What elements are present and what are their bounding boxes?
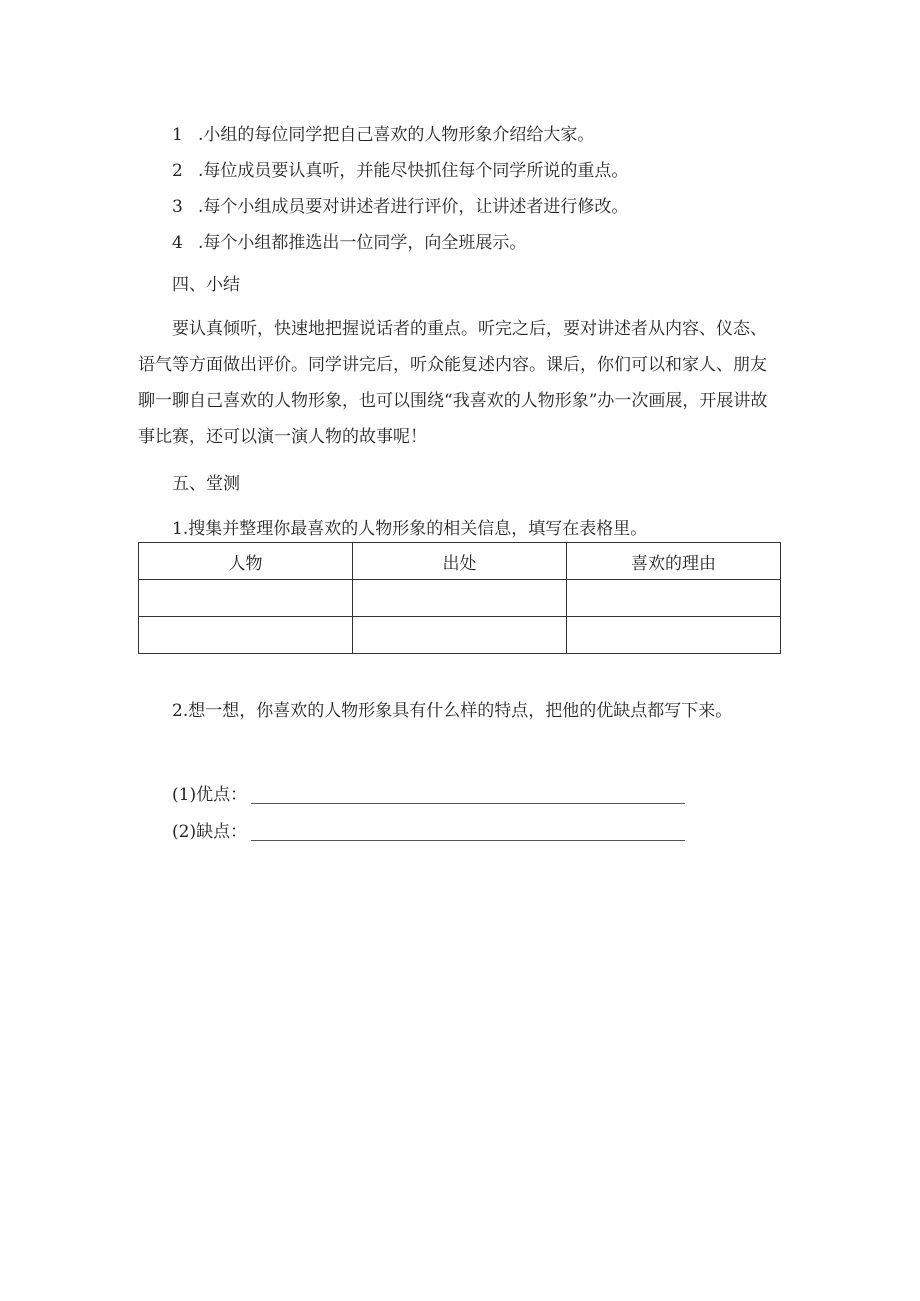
- table-header-row: [139, 543, 781, 580]
- table-cell[interactable]: [567, 617, 781, 654]
- table-cell[interactable]: [353, 617, 567, 654]
- section-heading-quiz: 五、堂测: [172, 474, 240, 494]
- table-cell[interactable]: [139, 617, 353, 654]
- list-item: [172, 231, 526, 255]
- info-table: [138, 542, 781, 654]
- pros-line: [172, 783, 685, 807]
- section-heading-summary: 四、小结: [172, 275, 240, 295]
- table-header-cell: 出处: [353, 543, 567, 580]
- table-cell[interactable]: [139, 580, 353, 617]
- summary-paragraph: 要认真倾听，快速地把握说话者的重点。听完之后，要对讲述者从内容、仪态、语气等方面做出评价。同学讲完后，听众能复述内容。课后，你们可以和家人、朋友聊一聊自己喜欢的人物形象，也可以围绕“我喜欢的人物形象”办一次画展，开展讲故事比赛，还可以演一演人物的故事呢！: [138, 319, 768, 447]
- table-row: [139, 580, 781, 617]
- pros-answer-blank[interactable]: [251, 803, 685, 804]
- cons-answer-blank[interactable]: [251, 840, 685, 841]
- table-cell[interactable]: [567, 580, 781, 617]
- table-header-cell: 人物: [139, 543, 353, 580]
- table-cell[interactable]: [353, 580, 567, 617]
- list-item: [172, 159, 628, 183]
- list-item: [172, 195, 628, 219]
- list-text: .每个小组成员要对讲述者进行评价，让讲述者进行修改。: [198, 197, 629, 217]
- list-text: .每个小组都推选出一位同学，向全班展示。: [198, 233, 527, 253]
- question-1: 1.搜集并整理你最喜欢的人物形象的相关信息，填写在表格里。: [172, 519, 648, 539]
- list-number: 2: [172, 161, 183, 181]
- pros-label: (1)优点：: [172, 785, 248, 805]
- question-2: 2.想一想，你喜欢的人物形象具有什么样的特点，把他的优缺点都写下来。: [172, 701, 733, 721]
- list-number: 4: [172, 233, 183, 253]
- list-number: 3: [172, 197, 183, 217]
- list-text: .每位成员要认真听，并能尽快抓住每个同学所说的重点。: [198, 161, 629, 181]
- list-item: [172, 123, 594, 147]
- table-row: [139, 617, 781, 654]
- cons-label: (2)缺点：: [172, 822, 248, 842]
- cons-line: [172, 820, 685, 844]
- table-header-cell: 喜欢的理由: [567, 543, 781, 580]
- list-text: .小组的每位同学把自己喜欢的人物形象介绍给大家。: [198, 125, 595, 145]
- list-number: 1: [172, 125, 183, 145]
